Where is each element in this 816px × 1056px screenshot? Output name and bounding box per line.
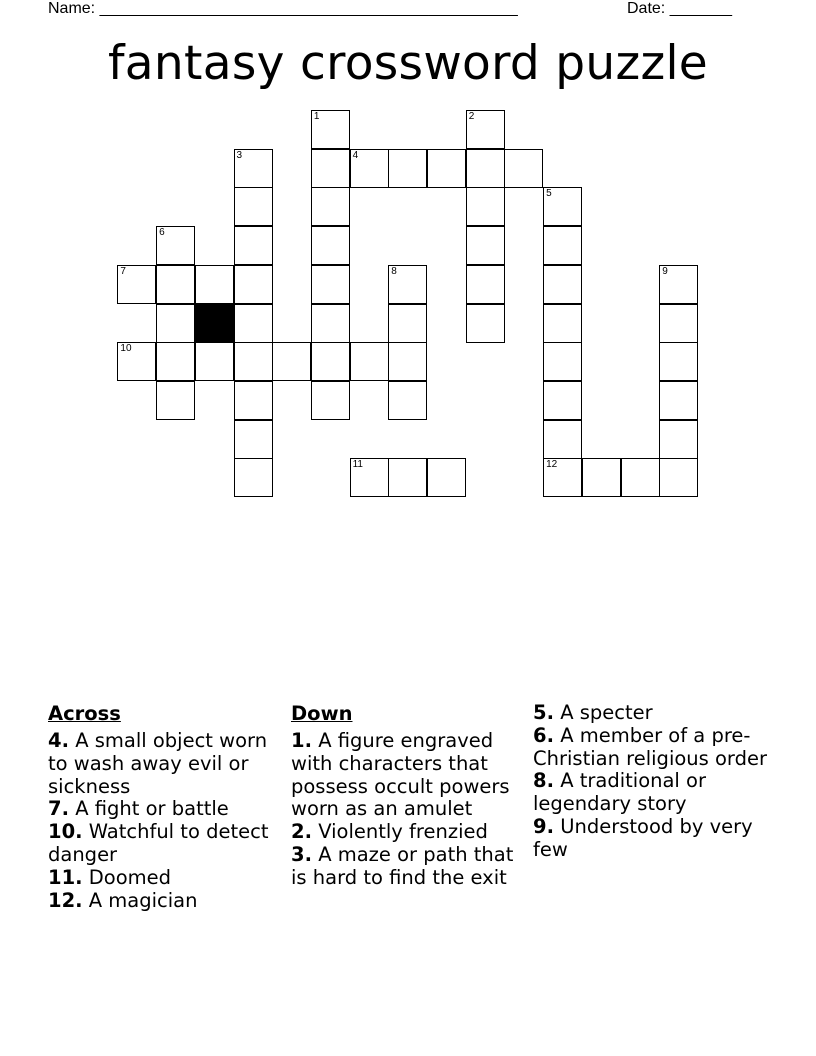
cell-number: 9 [662,265,668,277]
clue-number: 7. [48,797,69,821]
grid-cell[interactable] [234,342,273,381]
cell-number: 10 [120,343,132,355]
grid-cell[interactable] [388,304,427,343]
clue-number: 11. [48,865,83,889]
grid-cell[interactable] [543,381,582,420]
cell-9[interactable] [659,265,698,304]
crossword-grid [0,0,816,520]
grid-cell[interactable] [234,304,273,343]
clue-item [533,816,768,862]
clue-text: A traditional or legendary story [533,769,706,816]
clue-number: 3. [291,842,312,866]
name-field-label[interactable]: Name: _______________________________________________ [48,0,518,17]
cell-number: 5 [546,188,552,200]
grid-cell[interactable] [659,304,698,343]
cell-7[interactable] [117,265,156,304]
clue-text: Violently frenzied [318,820,488,844]
clue-item [533,770,768,816]
grid-cell[interactable] [311,304,350,343]
grid-cell[interactable] [311,381,350,420]
cell-number: 3 [236,149,243,161]
cell-number: 12 [546,459,558,471]
grid-cell[interactable] [311,187,350,226]
grid-cell[interactable] [504,149,543,188]
cell-number: 6 [159,227,165,239]
down-clues [291,702,526,890]
clue-number: 2. [291,820,312,844]
cell-number: 7 [120,265,126,277]
grid-cell[interactable] [427,458,466,497]
grid-cell[interactable] [388,381,427,420]
clue-item [291,730,526,821]
cell-number: 4 [352,149,359,161]
cell-number: 11 [352,459,363,471]
clue-item [48,730,283,798]
black-cell [195,304,234,343]
grid-cell[interactable] [659,420,698,459]
grid-cell[interactable] [234,265,273,304]
grid-cell[interactable] [311,342,350,381]
grid-cell[interactable] [466,187,505,226]
cell-10[interactable] [117,342,156,381]
page-title: fantasy crossword puzzle [107,36,709,91]
grid-cell[interactable] [543,342,582,381]
cell-12[interactable] [543,458,582,497]
grid-cell[interactable] [156,381,195,420]
cell-number: 1 [313,111,320,122]
clue-text: A small object worn to wash away evil or sickness [48,729,268,798]
down-clues-continued [533,702,768,862]
grid-cell[interactable] [466,265,505,304]
clue-text: A specter [560,701,653,724]
clue-number: 5. [533,701,554,724]
grid-cell[interactable] [659,458,698,497]
clue-number: 4. [48,729,69,752]
clue-number: 1. [291,729,312,752]
clue-text: Understood by very few [533,814,753,861]
grid-cell[interactable] [234,458,273,497]
grid-cell[interactable] [543,265,582,304]
grid-cell[interactable] [659,381,698,420]
grid-cell[interactable] [234,420,273,459]
grid-cell[interactable] [466,304,505,343]
grid-cell[interactable] [621,458,660,497]
grid-cell[interactable] [272,342,311,381]
grid-cell[interactable] [156,265,195,304]
grid-cell[interactable] [234,381,273,420]
cell-3[interactable] [234,149,273,188]
across-heading: Across [48,702,121,725]
cell-6[interactable] [156,226,195,265]
grid-cell[interactable] [388,458,427,497]
grid-cell[interactable] [195,265,234,304]
cell-5[interactable] [543,187,582,226]
cell-1[interactable] [311,110,350,149]
cell-8[interactable] [388,265,427,304]
grid-cell[interactable] [582,458,621,497]
grid-cell[interactable] [388,342,427,381]
date-field-label[interactable]: Date: _______ [627,0,732,17]
cell-11[interactable] [350,458,389,497]
grid-cell[interactable] [234,187,273,226]
cell-number: 2 [468,111,475,122]
grid-cell[interactable] [311,149,350,188]
clue-item [291,844,526,890]
cell-2[interactable] [466,110,505,149]
clue-item [48,821,283,867]
grid-cell[interactable] [659,342,698,381]
grid-cell[interactable] [234,226,273,265]
grid-cell[interactable] [427,149,466,188]
cell-number: 8 [391,265,397,277]
clue-item [533,725,768,771]
grid-cell[interactable] [311,226,350,265]
across-clues [48,702,283,912]
clue-text: A maze or path that is hard to find the exit [291,842,514,889]
grid-cell[interactable] [466,226,505,265]
grid-cell[interactable] [156,342,195,381]
down-heading: Down [291,702,353,725]
clue-item [291,821,526,844]
grid-cell[interactable] [543,420,582,459]
grid-cell[interactable] [543,304,582,343]
clue-item [48,890,283,913]
clue-text: Watchful to detect danger [48,820,269,866]
grid-cell[interactable] [388,149,427,188]
clue-text: A figure engraved with characters that possess occult powers worn as an amulet [291,729,510,821]
clue-number: 12. [48,888,83,912]
clue-number: 6. [533,723,554,747]
grid-cell[interactable] [156,304,195,343]
clue-text: A fight or battle [75,797,229,821]
grid-cell[interactable] [543,226,582,265]
clue-number: 9. [533,814,554,838]
clue-item [48,867,283,890]
clue-item [48,798,283,821]
grid-cell[interactable] [350,342,389,381]
clue-item [533,702,768,725]
clue-number: 10. [48,820,83,844]
clue-text: A magician [88,888,198,912]
clue-number: 8. [533,769,554,793]
grid-cell[interactable] [195,342,234,381]
cell-4[interactable] [350,149,389,188]
grid-cell[interactable] [466,149,505,188]
grid-cell[interactable] [311,265,350,304]
clue-text: A member of a pre-Christian religious order [533,723,767,770]
clue-text: Doomed [88,865,171,889]
